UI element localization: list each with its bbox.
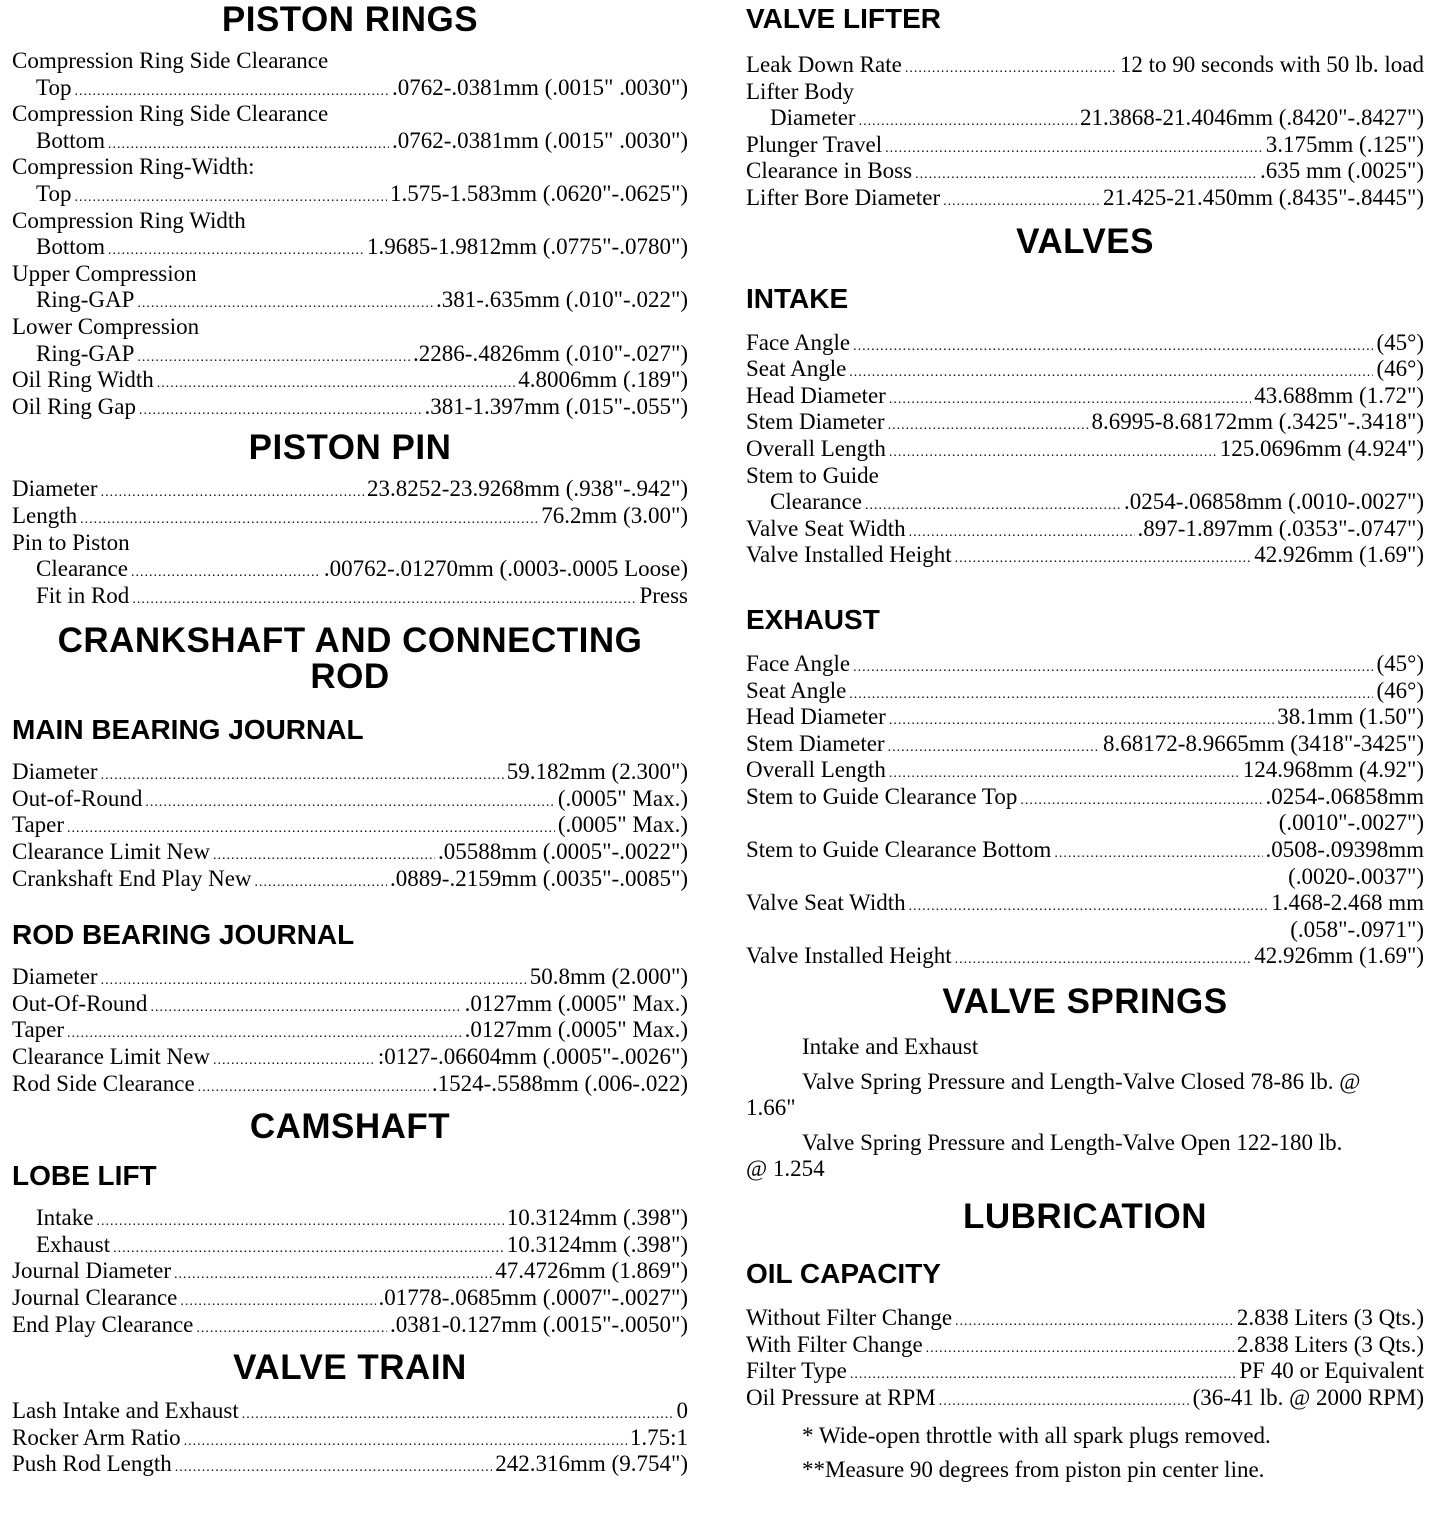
exhaust-list bbox=[746, 651, 1424, 970]
leader-dots bbox=[132, 593, 636, 607]
spec-row bbox=[12, 394, 688, 421]
spec-label: Stem to Guide Clearance Bottom bbox=[746, 837, 1052, 863]
springs-closed-line1: Valve Spring Pressure and Length-Valve Closed 78-86 lb. @ bbox=[802, 1068, 1361, 1094]
spec-row bbox=[746, 757, 1424, 784]
rod-bearing-list bbox=[12, 964, 688, 1097]
spec-label: Plunger Travel bbox=[746, 131, 883, 157]
piston-pin-heading: PISTON PIN bbox=[248, 428, 452, 468]
spec-value: 76.2mm (3.00") bbox=[541, 502, 688, 528]
spec-value: 242.316mm (9.754") bbox=[495, 1451, 688, 1477]
spec-value: .2286-.4826mm (.010"-.027") bbox=[413, 340, 688, 366]
spec-row bbox=[12, 839, 688, 866]
spec-label: Valve Installed Height bbox=[746, 943, 952, 969]
leader-dots bbox=[150, 1001, 461, 1015]
spec-row bbox=[12, 1312, 688, 1339]
spec-label: Seat Angle bbox=[746, 677, 847, 703]
leader-dots bbox=[108, 244, 364, 258]
spec-value: 23.8252-23.9268mm (.938"-.942") bbox=[367, 476, 688, 502]
spec-label: Oil Pressure at RPM bbox=[746, 1384, 936, 1410]
valves-heading: VALVES bbox=[1016, 221, 1154, 261]
spec-row bbox=[746, 409, 1424, 436]
spec-row bbox=[12, 759, 688, 786]
spec-value: (45°) bbox=[1376, 329, 1424, 355]
leader-dots bbox=[145, 796, 555, 810]
leader-dots bbox=[174, 1268, 492, 1282]
piston-rings-heading: PISTON RINGS bbox=[221, 0, 479, 39]
spec-row bbox=[12, 812, 688, 839]
spec-label: Stem to Guide bbox=[746, 462, 879, 488]
valve-lifter-list bbox=[746, 52, 1424, 212]
spec-value: (45°) bbox=[1376, 650, 1424, 676]
leader-dots bbox=[905, 62, 1117, 76]
spec-label: End Play Clearance bbox=[12, 1311, 194, 1337]
spec-row bbox=[12, 866, 688, 893]
spec-value: .0762-.0381mm (.0015" .0030") bbox=[391, 127, 688, 153]
spec-label: Valve Installed Height bbox=[746, 542, 952, 568]
spec-value-continued: (.0010"-.0027") bbox=[1278, 810, 1424, 836]
spec-row bbox=[746, 489, 1424, 516]
spec-row bbox=[12, 1451, 688, 1478]
spec-label: With Filter Change bbox=[746, 1331, 923, 1357]
leader-dots bbox=[853, 340, 1373, 354]
main-bearing-list bbox=[12, 759, 688, 892]
crankshaft-heading-line1: CRANKSHAFT AND CONNECTING bbox=[57, 621, 643, 661]
leader-dots bbox=[889, 446, 1217, 460]
spec-label: Diameter bbox=[12, 759, 98, 785]
intake-list bbox=[746, 330, 1424, 569]
leader-dots bbox=[242, 1408, 674, 1422]
spec-label: Out-of-Round bbox=[12, 785, 143, 811]
spec-label: Stem to Guide Clearance Top bbox=[746, 783, 1018, 809]
right-column bbox=[746, 0, 1424, 1487]
spec-value: Press bbox=[639, 582, 688, 608]
spec-label: Pin to Piston bbox=[12, 529, 130, 555]
oil-capacity-list bbox=[746, 1305, 1424, 1411]
spec-value: .0889-.2159mm (.0035"-.0085") bbox=[390, 865, 688, 891]
leader-dots bbox=[213, 849, 435, 863]
spec-value: .0254-.06858mm (.0010-.0027") bbox=[1123, 489, 1424, 515]
spec-value: PF 40 or Equivalent bbox=[1239, 1358, 1424, 1384]
valve-train-list bbox=[12, 1398, 688, 1478]
leader-dots bbox=[108, 138, 389, 152]
spec-value: 47.4726mm (1.869") bbox=[495, 1258, 688, 1284]
spec-value: 10.3124mm (.398") bbox=[506, 1205, 688, 1231]
spec-value: 3.175mm (.125") bbox=[1265, 131, 1424, 157]
leader-dots bbox=[939, 1395, 1190, 1409]
spec-row bbox=[746, 890, 1424, 917]
spec-label: Fit in Rod bbox=[36, 582, 130, 608]
spec-value: 50.8mm (2.000") bbox=[529, 964, 688, 990]
spec-label: Ring-GAP bbox=[36, 340, 135, 366]
leader-dots bbox=[909, 900, 1269, 914]
spec-label: Intake bbox=[36, 1205, 94, 1231]
spec-label: Clearance Limit New bbox=[12, 839, 210, 865]
leader-dots bbox=[101, 486, 364, 500]
spec-label: Lower Compression bbox=[12, 313, 200, 339]
spec-label: Face Angle bbox=[746, 650, 851, 676]
spec-label: Exhaust bbox=[36, 1231, 111, 1257]
leader-dots bbox=[909, 526, 1135, 540]
spec-value-continued: (.0020-.0037") bbox=[1288, 863, 1424, 889]
spec-label: Stem Diameter bbox=[746, 409, 885, 435]
spec-value: (46°) bbox=[1376, 677, 1424, 703]
spec-row bbox=[12, 1071, 688, 1098]
springs-subtitle: Intake and Exhaust bbox=[802, 1034, 979, 1060]
spec-row bbox=[12, 287, 688, 314]
leader-dots bbox=[888, 419, 1089, 433]
spec-value: 4.8006mm (.189") bbox=[518, 367, 688, 393]
spec-label: Upper Compression bbox=[12, 260, 197, 286]
spec-row bbox=[12, 1258, 688, 1285]
camshaft-heading: CAMSHAFT bbox=[249, 1107, 451, 1147]
springs-closed-text bbox=[746, 1069, 1424, 1122]
spec-value: 43.688mm (1.72") bbox=[1254, 382, 1424, 408]
left-column bbox=[12, 0, 688, 1478]
spec-row bbox=[746, 158, 1424, 185]
spec-label: Oil Ring Gap bbox=[12, 393, 136, 419]
spec-row bbox=[746, 704, 1424, 731]
spec-row bbox=[746, 943, 1424, 970]
spec-row bbox=[12, 1017, 688, 1044]
spec-value: :0127-.06604mm (.0005"-.0026") bbox=[377, 1044, 688, 1070]
springs-open-text bbox=[746, 1130, 1424, 1183]
spec-label: Taper bbox=[12, 812, 65, 838]
spec-label: Taper bbox=[12, 1017, 65, 1043]
spec-value: .00762-.01270mm (.0003-.0005 Loose) bbox=[323, 556, 688, 582]
spec-row bbox=[746, 542, 1424, 569]
spec-row bbox=[746, 383, 1424, 410]
springs-open-line1: Valve Spring Pressure and Length-Valve Open 122-180 lb. bbox=[802, 1129, 1343, 1155]
leader-dots bbox=[915, 168, 1257, 182]
spec-label: Head Diameter bbox=[746, 704, 886, 730]
spec-row bbox=[12, 234, 688, 261]
rod-bearing-heading: ROD BEARING JOURNAL bbox=[12, 919, 355, 951]
spec-label: Push Rod Length bbox=[12, 1451, 172, 1477]
spec-label: Bottom bbox=[36, 127, 106, 153]
spec-row bbox=[746, 185, 1424, 212]
spec-value: 10.3124mm (.398") bbox=[506, 1231, 688, 1257]
leader-dots bbox=[196, 1322, 387, 1336]
spec-row bbox=[12, 1232, 688, 1259]
spec-row bbox=[746, 105, 1424, 132]
spec-row bbox=[746, 731, 1424, 758]
spec-value: .381-1.397mm (.015"-.055") bbox=[424, 393, 688, 419]
spec-value: 42.926mm (1.69") bbox=[1254, 542, 1424, 568]
spec-value: 8.68172-8.9665mm (3418"-3425") bbox=[1103, 730, 1424, 756]
spec-row bbox=[746, 356, 1424, 383]
spec-label: Overall Length bbox=[746, 757, 886, 783]
spec-row bbox=[12, 341, 688, 368]
spec-value: 38.1mm (1.50") bbox=[1277, 704, 1424, 730]
spec-row bbox=[12, 556, 688, 583]
spec-label: Top bbox=[36, 180, 72, 206]
spec-label: Crankshaft End Play New bbox=[12, 865, 252, 891]
leader-dots bbox=[80, 513, 538, 527]
leader-dots bbox=[859, 115, 1077, 129]
spec-row bbox=[746, 1358, 1424, 1385]
spec-value: 1.575-1.583mm (.0620"-.0625") bbox=[390, 180, 688, 206]
spec-row bbox=[12, 367, 688, 394]
spec-label: Diameter bbox=[770, 105, 856, 131]
spec-value: 21.3868-21.4046mm (.8420"-.8427") bbox=[1080, 105, 1424, 131]
valve-train-heading: VALVE TRAIN bbox=[233, 1348, 467, 1388]
spec-label: Lifter Body bbox=[746, 78, 854, 104]
spec-label: Out-Of-Round bbox=[12, 990, 148, 1016]
spec-value: (36-41 lb. @ 2000 RPM) bbox=[1192, 1384, 1424, 1410]
spec-row bbox=[746, 651, 1424, 678]
spec-value: .635 mm (.0025") bbox=[1260, 158, 1424, 184]
spec-label: Bottom bbox=[36, 234, 106, 260]
spec-label: Rod Side Clearance bbox=[12, 1070, 195, 1096]
spec-row bbox=[12, 1205, 688, 1232]
springs-open-line2: @ 1.254 bbox=[746, 1156, 825, 1182]
spec-label: Lifter Bore Diameter bbox=[746, 184, 941, 210]
spec-label: Stem Diameter bbox=[746, 730, 885, 756]
leader-dots bbox=[184, 1435, 627, 1449]
spec-row bbox=[746, 837, 1424, 864]
leader-dots bbox=[180, 1295, 375, 1309]
leader-dots bbox=[137, 351, 410, 365]
oil-capacity-heading: OIL CAPACITY bbox=[746, 1258, 941, 1289]
spec-row bbox=[12, 1398, 688, 1425]
leader-dots bbox=[157, 377, 515, 391]
leader-dots bbox=[853, 661, 1373, 675]
spec-row bbox=[12, 1044, 688, 1071]
spec-value: 42.926mm (1.69") bbox=[1254, 943, 1424, 969]
leader-dots bbox=[955, 1315, 1234, 1329]
footnote-2: **Measure 90 degrees from piston pin center line. bbox=[802, 1457, 1265, 1483]
leader-dots bbox=[74, 191, 387, 205]
intake-heading: INTAKE bbox=[746, 282, 849, 314]
spec-label: Top bbox=[36, 74, 72, 100]
crankshaft-heading bbox=[12, 623, 688, 695]
spec-row bbox=[12, 786, 688, 813]
spec-row bbox=[12, 181, 688, 208]
spec-value: .0381-0.127mm (.0015"-.0050") bbox=[390, 1311, 688, 1337]
main-bearing-heading: MAIN BEARING JOURNAL bbox=[12, 714, 364, 746]
leader-dots bbox=[67, 822, 555, 836]
spec-row bbox=[12, 503, 688, 530]
spec-value: 1.468-2.468 mm bbox=[1271, 890, 1424, 916]
leader-dots bbox=[1054, 847, 1262, 861]
valve-springs-section bbox=[746, 1034, 1424, 1183]
piston-pin-section bbox=[12, 476, 688, 609]
lobe-lift-heading: LOBE LIFT bbox=[12, 1160, 157, 1192]
camshaft-list bbox=[12, 1205, 688, 1338]
leader-dots bbox=[139, 404, 422, 418]
spec-label: Length bbox=[12, 502, 78, 528]
spec-row bbox=[746, 1385, 1424, 1412]
spec-row bbox=[746, 1332, 1424, 1359]
spec-label: Clearance bbox=[770, 489, 862, 515]
spec-value: (.0005" Max.) bbox=[557, 785, 688, 811]
leader-dots bbox=[849, 688, 1373, 702]
spec-label: Ring-GAP bbox=[36, 287, 135, 313]
leader-dots bbox=[926, 1342, 1234, 1356]
spec-value: 2.838 Liters (3 Qts.) bbox=[1236, 1305, 1424, 1330]
leader-dots bbox=[198, 1081, 429, 1095]
spec-value: 12 to 90 seconds with 50 lb. load bbox=[1119, 52, 1424, 77]
spec-row bbox=[746, 784, 1424, 811]
leader-dots bbox=[885, 142, 1263, 156]
crankshaft-heading-line2: ROD bbox=[310, 657, 390, 697]
spec-value: 125.0696mm (4.924") bbox=[1219, 435, 1424, 461]
spec-row bbox=[12, 75, 688, 102]
spec-value: .0508-.09398mm bbox=[1265, 837, 1424, 863]
spec-value: 124.968mm (4.92") bbox=[1242, 757, 1424, 783]
spec-label: Filter Type bbox=[746, 1358, 847, 1384]
spec-label: Face Angle bbox=[746, 329, 851, 355]
spec-value: .1524-.5588mm (.006-.022) bbox=[431, 1070, 688, 1096]
leader-dots bbox=[175, 1461, 493, 1475]
leader-dots bbox=[131, 566, 321, 580]
valve-lifter-heading: VALVE LIFTER bbox=[746, 3, 941, 34]
spec-row bbox=[746, 330, 1424, 357]
spec-label: Journal Clearance bbox=[12, 1285, 178, 1310]
spec-label: Compression Ring Side Clearance bbox=[12, 48, 329, 73]
spec-value: .05588mm (.0005"-.0022") bbox=[437, 839, 688, 865]
leader-dots bbox=[101, 769, 504, 783]
spec-label: Oil Ring Width bbox=[12, 367, 154, 393]
spec-value: .0127mm (.0005" Max.) bbox=[464, 990, 688, 1016]
spec-value: 21.425-21.450mm (.8435"-.8445") bbox=[1103, 184, 1424, 210]
spec-label: Seat Angle bbox=[746, 356, 847, 382]
spec-label: Compression Ring Width bbox=[12, 207, 246, 233]
spec-row bbox=[746, 132, 1424, 159]
spec-label: Compression Ring-Width: bbox=[12, 154, 255, 180]
spec-value: 8.6995-8.68172mm (.3425"-.3418") bbox=[1091, 409, 1424, 435]
leader-dots bbox=[137, 297, 433, 311]
leader-dots bbox=[888, 741, 1100, 755]
leader-dots bbox=[955, 953, 1252, 967]
spec-value: 59.182mm (2.300") bbox=[506, 759, 688, 785]
spec-label: Head Diameter bbox=[746, 382, 886, 408]
spec-value: .897-1.897mm (.0353"-.0747") bbox=[1137, 515, 1424, 541]
spec-label: Journal Diameter bbox=[12, 1258, 172, 1284]
spec-value: .0127mm (.0005" Max.) bbox=[464, 1017, 688, 1043]
spec-label: Diameter bbox=[12, 476, 98, 502]
spec-value: 1.75:1 bbox=[629, 1424, 688, 1450]
spec-value: (46°) bbox=[1376, 356, 1424, 382]
exhaust-heading: EXHAUST bbox=[746, 603, 880, 635]
leader-dots bbox=[1020, 794, 1262, 808]
spec-label: Clearance in Boss bbox=[746, 158, 913, 184]
valve-springs-heading: VALVE SPRINGS bbox=[942, 982, 1228, 1022]
spec-label: Clearance bbox=[36, 556, 128, 582]
spec-row bbox=[12, 991, 688, 1018]
lubrication-heading: LUBRICATION bbox=[963, 1197, 1207, 1236]
spec-label: Valve Seat Width bbox=[746, 515, 906, 541]
spec-row bbox=[746, 52, 1424, 79]
leader-dots bbox=[101, 974, 527, 988]
leader-dots bbox=[865, 499, 1121, 513]
leader-dots bbox=[255, 876, 388, 890]
spec-label: Rocker Arm Ratio bbox=[12, 1424, 181, 1450]
leader-dots bbox=[74, 85, 389, 99]
leader-dots bbox=[67, 1027, 462, 1041]
spec-value: .01778-.0685mm (.0007"-.0027") bbox=[378, 1285, 688, 1310]
leader-dots bbox=[113, 1242, 504, 1256]
leader-dots bbox=[213, 1054, 375, 1068]
leader-dots bbox=[96, 1215, 503, 1229]
spec-row bbox=[746, 516, 1424, 543]
leader-dots bbox=[943, 195, 1100, 209]
spec-value: .0254-.06858mm bbox=[1265, 783, 1424, 809]
springs-closed-line2: 1.66" bbox=[746, 1095, 796, 1121]
spec-label: Without Filter Change bbox=[746, 1305, 953, 1330]
spec-value: .381-.635mm (.010"-.022") bbox=[436, 287, 688, 313]
spec-row bbox=[746, 678, 1424, 705]
leader-dots bbox=[889, 767, 1240, 781]
spec-row bbox=[12, 583, 688, 610]
piston-rings-section bbox=[12, 48, 688, 420]
spec-label: Diameter bbox=[12, 964, 98, 990]
footnote-1: * Wide-open throttle with all spark plugs removed. bbox=[802, 1423, 1271, 1449]
spec-row bbox=[12, 128, 688, 155]
leader-dots bbox=[849, 366, 1373, 380]
spec-value: (.0005" Max.) bbox=[557, 812, 688, 838]
leader-dots bbox=[889, 393, 1251, 407]
spec-value: 0 bbox=[676, 1398, 688, 1424]
spec-row bbox=[12, 964, 688, 991]
leader-dots bbox=[889, 714, 1274, 728]
spec-row bbox=[12, 1425, 688, 1452]
spec-row bbox=[746, 436, 1424, 463]
spec-row bbox=[12, 1285, 688, 1312]
spec-row bbox=[746, 1305, 1424, 1332]
spec-label: Overall Length bbox=[746, 435, 886, 461]
spec-label: Compression Ring Side Clearance bbox=[12, 101, 329, 127]
spec-label: Clearance Limit New bbox=[12, 1044, 210, 1070]
spec-value: .0762-.0381mm (.0015" .0030") bbox=[391, 74, 688, 100]
spec-label: Lash Intake and Exhaust bbox=[12, 1398, 239, 1424]
leader-dots bbox=[955, 552, 1252, 566]
leader-dots bbox=[850, 1368, 1237, 1382]
spec-row bbox=[12, 476, 688, 503]
spec-value: 1.9685-1.9812mm (.0775"-.0780") bbox=[367, 234, 688, 260]
spec-value-continued: (.058"-.0971") bbox=[1290, 916, 1424, 942]
spec-value: 2.838 Liters (3 Qts.) bbox=[1236, 1331, 1424, 1357]
spec-label: Valve Seat Width bbox=[746, 890, 906, 916]
spec-label: Leak Down Rate bbox=[746, 52, 902, 77]
